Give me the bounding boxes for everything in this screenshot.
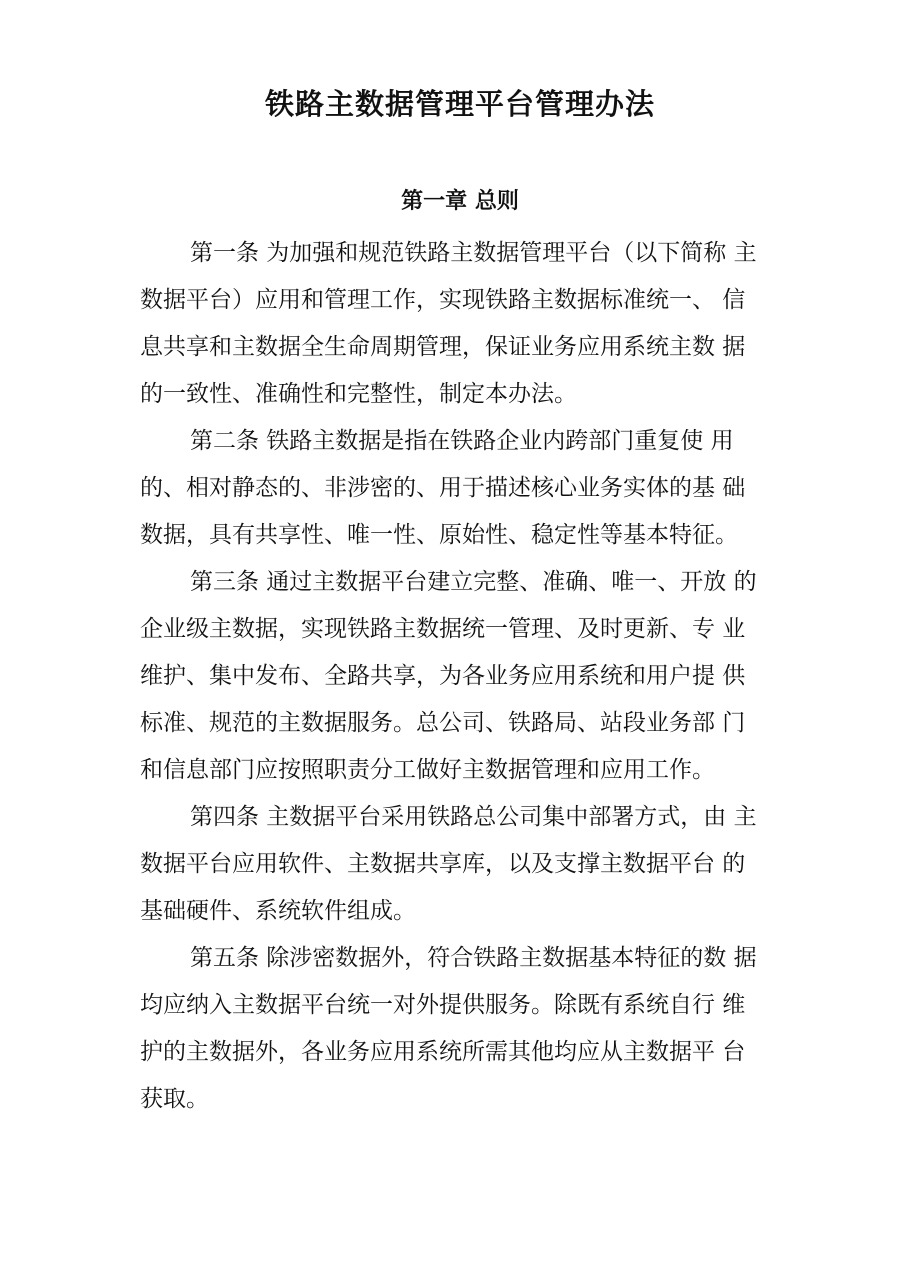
article-line: 获取。 bbox=[140, 1086, 209, 1112]
article-line: 数据平台）应用和管理工作，实现铁路主数据标准统一、 信 bbox=[140, 287, 746, 313]
chapter-heading: 第一章 总则 bbox=[401, 188, 519, 214]
article-line: 第二条 铁路主数据是指在铁路企业内跨部门重复使 用 bbox=[190, 428, 734, 454]
article-4 bbox=[140, 794, 800, 935]
article-line: 标准、规范的主数据服务。总公司、铁路局、站段业务部 门 bbox=[140, 710, 746, 736]
article-1 bbox=[140, 230, 800, 418]
article-line: 护的主数据外，各业务应用系统所需其他均应从主数据平 台 bbox=[140, 1039, 746, 1065]
article-line: 维护、集中发布、全路共享，为各业务应用系统和用户提 供 bbox=[140, 663, 746, 689]
article-line: 息共享和主数据全生命周期管理，保证业务应用系统主数 据 bbox=[140, 334, 746, 360]
article-line: 企业级主数据，实现铁路主数据统一管理、及时更新、专 业 bbox=[140, 616, 746, 642]
article-line: 第三条 通过主数据平台建立完整、准确、唯一、开放 的 bbox=[190, 569, 757, 595]
article-line: 数据平台应用软件、主数据共享库，以及支撑主数据平台 的 bbox=[140, 851, 746, 877]
article-line: 的一致性、准确性和完整性，制定本办法。 bbox=[140, 381, 577, 407]
article-3 bbox=[140, 559, 800, 794]
article-2 bbox=[140, 418, 800, 559]
article-line: 均应纳入主数据平台统一对外提供服务。除既有系统自行 维 bbox=[140, 992, 746, 1018]
article-line: 第五条 除涉密数据外，符合铁路主数据基本特征的数 据 bbox=[190, 945, 757, 971]
document-title: 铁路主数据管理平台管理办法 bbox=[264, 87, 655, 121]
article-line: 数据，具有共享性、唯一性、原始性、稳定性等基本特征。 bbox=[140, 522, 738, 548]
article-line: 基础硬件、系统软件组成。 bbox=[140, 898, 416, 924]
document-body bbox=[140, 230, 800, 1123]
article-line: 第一条 为加强和规范铁路主数据管理平台（以下简称 主 bbox=[190, 240, 757, 266]
article-line: 的、相对静态的、非涉密的、用于描述核心业务实体的基 础 bbox=[140, 475, 746, 501]
article-line: 第四条 主数据平台采用铁路总公司集中部署方式，由 主 bbox=[190, 804, 757, 830]
article-5 bbox=[140, 935, 800, 1123]
article-line: 和信息部门应按照职责分工做好主数据管理和应用工作。 bbox=[140, 757, 715, 783]
